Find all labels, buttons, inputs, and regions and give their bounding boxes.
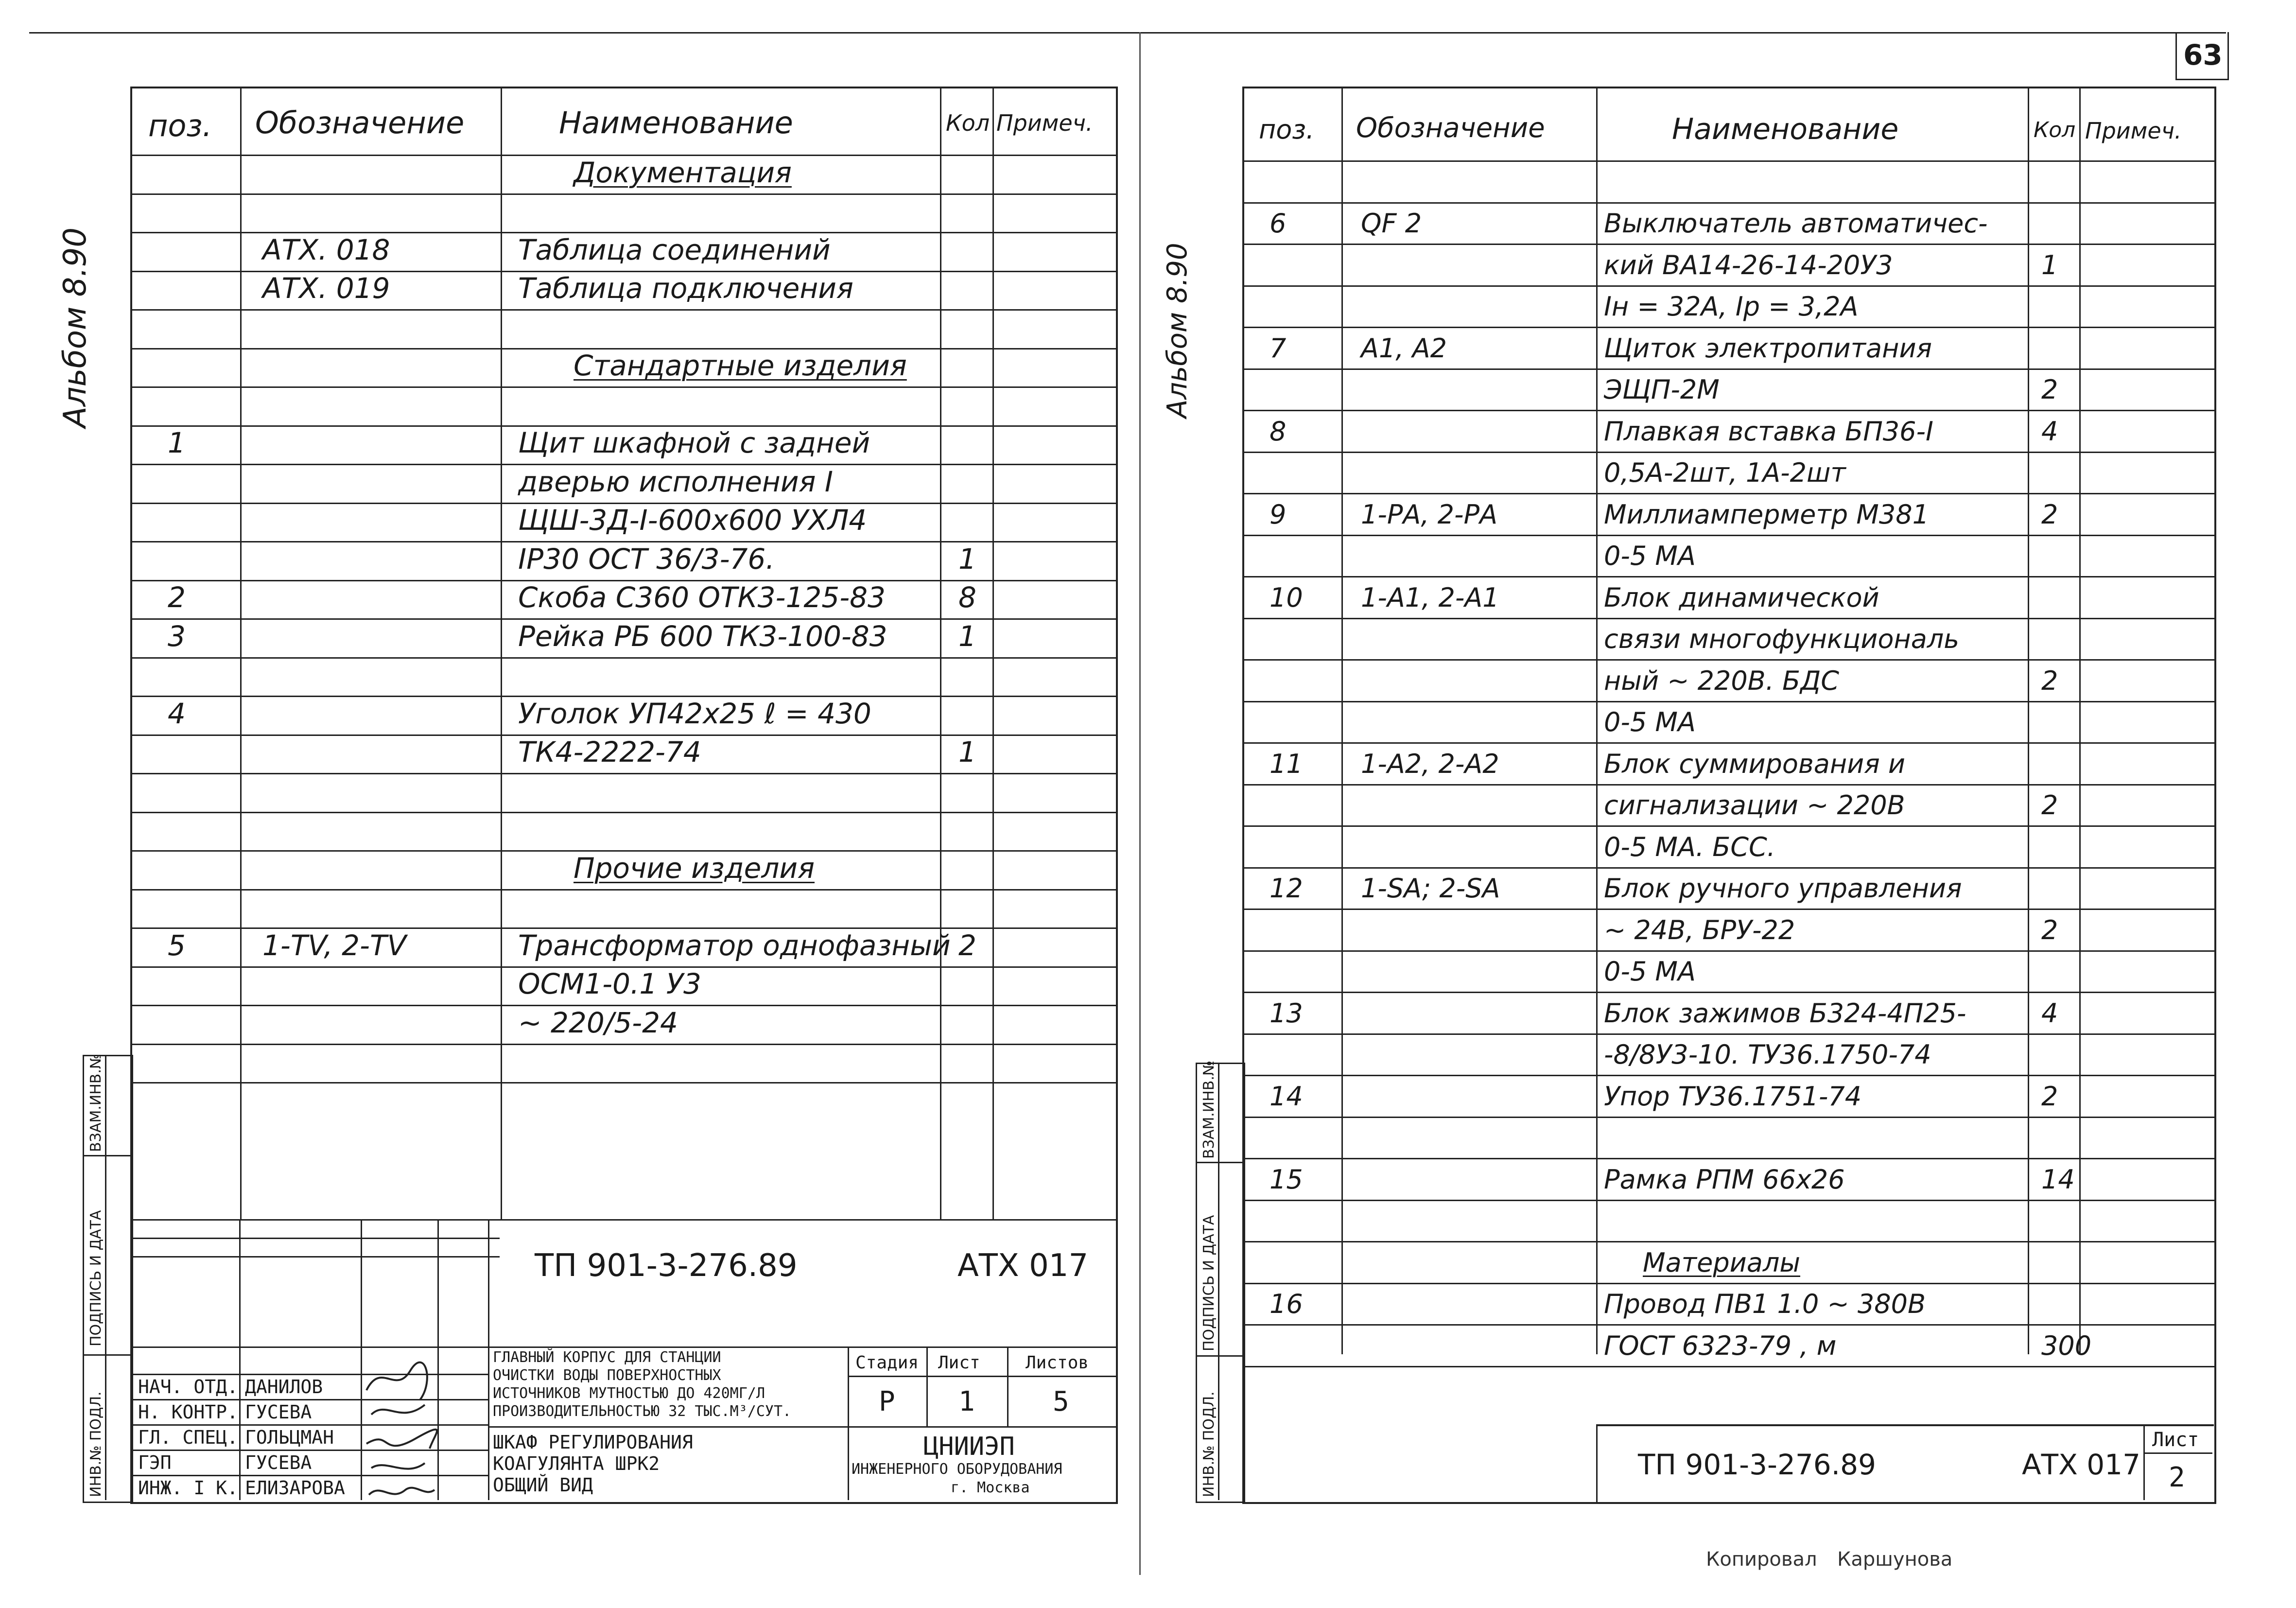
left-tb-v5 [848,1346,849,1500]
cell-name: Рамка РПМ 66х26 [1604,1164,1845,1195]
cell-name: Скоба С360 ОТК3-125-83 [518,581,886,614]
cell-pos: 11 [1270,748,1303,779]
row-line [130,657,1116,659]
row-line [1242,576,2214,577]
row-line [130,889,1116,891]
left-tb-stage-v1 [926,1346,928,1426]
left-tb-sheet-label: Лист [938,1353,980,1373]
row-line [1242,742,2214,744]
row-line [130,1082,1116,1084]
cell-designation: 1-А1, 2-А1 [1361,582,1499,613]
right-tb-sheet-label: Лист [2152,1429,2199,1451]
org-line: г. Москва [951,1479,1030,1496]
cell-pos: 4 [168,697,186,730]
left-tb-title-sep [488,1426,848,1428]
cell-name: дверью исполнения I [518,465,833,498]
row-line [1242,244,2214,245]
cell-name: Блок суммирования и [1604,748,1905,779]
cell-qty: 2 [2041,1081,2058,1112]
cell-name: Iн = 32А, Iр = 3,2А [1604,291,1859,322]
cell-pos: 1 [168,426,186,459]
cell-pos: 2 [168,581,186,614]
footer-name: Каршунова [1837,1548,1953,1571]
right-col-qty: Кол [2034,118,2076,142]
right-side-stamp-inv: ИНВ.№ ПОДЛ. [1200,1391,1218,1497]
cell-qty: 2 [958,928,976,962]
right-side-stamp-vzam: ВЗАМ.ИНВ.№ [1200,1060,1218,1159]
title-line: ИСТОЧНИКОВ МУТНОСТЬЮ ДО 420МГ/Л [493,1385,765,1402]
left-tb-line-2 [130,1238,500,1239]
cell-pos: 7 [1270,332,1287,364]
left-side-stamp-split [105,1055,106,1500]
cell-pos: 6 [1270,208,1287,239]
cell-qty: 2 [2041,499,2058,530]
cell-qty: 300 [2041,1330,2092,1361]
cell-name: Миллиамперметр М381 [1604,499,1929,530]
cell-name: кий ВА14-26-14-20У3 [1604,249,1893,280]
person-name: ГОЛЬЦМАН [245,1427,334,1448]
cell-name: Таблица соединений [518,233,831,266]
left-tb-v1 [239,1219,241,1500]
left-col-sep-1 [240,87,242,1219]
left-side-stamp-vzam: ВЗАМ.ИНВ.№ [87,1053,104,1152]
cell-designation: АТХ. 019 [262,272,390,305]
title-line: ОЧИСТКИ ВОДЫ ПОВЕРХНОСТНЫХ [493,1367,721,1384]
right-tb-code: ТП 901-3-276.89 [1638,1448,1876,1481]
row-line [1242,1200,2214,1201]
subtitle-line: ОБЩИЙ ВИД [493,1474,593,1496]
left-tb-line-4 [130,1346,1116,1348]
cell-name: Щиток электропитания [1604,332,1932,364]
cell-pos: 16 [1270,1289,1303,1319]
cell-name: сигнализации ~ 220В [1604,790,1905,821]
row-line [1242,1033,2214,1035]
org-line: ИНЖЕНЕРНОГО ОБОРУДОВАНИЯ [852,1461,1062,1478]
section-heading: Прочие изделия [574,851,815,885]
row-line [1242,368,2214,370]
footer-copied: Копировал [1706,1548,1817,1571]
row-line [1242,1241,2214,1242]
cell-pos: 15 [1270,1164,1303,1195]
cell-name: 0-5 МА [1604,956,1696,987]
left-col-qty: Кол [946,110,990,136]
left-side-stamp-sep1 [83,1155,130,1156]
person-role: Н. КОНТР. [138,1401,238,1423]
section-heading: Документация [574,156,792,189]
cell-name: Трансформатор однофазный [518,928,951,962]
cell-qty: 1 [2041,249,2058,280]
row-line [1242,659,2214,661]
page-number: 63 [2183,38,2223,71]
left-tb-line-3 [130,1256,500,1258]
row-line [1242,493,2214,494]
person-role: НАЧ. ОТД. [138,1376,238,1398]
cell-name: ГОСТ 6323-79 , м [1604,1330,1837,1361]
cell-pos: 9 [1270,499,1287,530]
cell-name: IР30 ОСТ 36/3-76. [518,542,775,576]
left-col-sep-4 [992,87,994,1219]
right-col-designation: Обозначение [1356,112,1545,144]
person-role: ГЭП [138,1452,172,1473]
signature-scribbles [362,1351,439,1507]
right-side-stamp-split [1218,1063,1219,1500]
left-tb-sheets-label: Листов [1026,1353,1089,1373]
right-col-sep-2 [1596,87,1598,1354]
cell-name: ЩШ-3Д-I-600х600 УХЛ4 [518,504,867,537]
cell-name: Упор ТУ36.1751-74 [1604,1081,1862,1112]
cell-qty: 1 [958,619,976,653]
cell-name: ный ~ 220В. БДС [1604,665,1839,696]
title-line: ГЛАВНЫЙ КОРПУС ДЛЯ СТАНЦИИ [493,1349,721,1366]
cell-qty: 1 [958,735,976,769]
left-col-sep-3 [940,87,941,1219]
person-name: ЕЛИЗАРОВА [245,1477,345,1499]
left-side-stamp-sign: ПОДПИСЬ И ДАТА [87,1210,104,1346]
left-col-note: Примеч. [996,110,1093,136]
left-tb-doc: АТХ 017 [957,1248,1089,1284]
row-line [1242,1075,2214,1076]
cell-name: Рейка РБ 600 ТК3-100-83 [518,619,887,653]
right-album-label: Альбом 8.90 [1162,243,1193,418]
cell-qty: 2 [2041,665,2058,696]
left-tb-code: ТП 901-3-276.89 [535,1248,798,1284]
row-line [1242,410,2214,411]
section-heading: Стандартные изделия [574,349,907,382]
cell-name: 0-5 МА. БСС. [1604,831,1775,862]
cell-name: 0,5А-2шт, 1А-2шт [1604,457,1846,488]
left-side-stamp-inv: ИНВ.№ ПОДЛ. [87,1391,104,1497]
right-tb-sheet-sep [2143,1424,2145,1500]
cell-designation: 1-РА, 2-РА [1361,499,1498,530]
person-name: ДАНИЛОВ [245,1376,323,1398]
cell-name: ТК4-2222-74 [518,735,701,769]
cell-qty: 2 [2041,374,2058,405]
cell-pos: 12 [1270,873,1303,904]
cell-qty: 8 [958,581,976,614]
row-line [130,812,1116,813]
subtitle-line: КОАГУЛЯНТА ШРК2 [493,1453,660,1474]
row-line [130,386,1116,388]
right-tb-sheet-line [2143,1452,2212,1454]
fold-line [1139,32,1141,1575]
left-tb-sheet: 1 [958,1386,975,1417]
cell-name: 0-5 МА [1604,707,1696,737]
left-album-label: Альбом 8.90 [57,227,93,428]
cell-pos: 10 [1270,582,1303,613]
left-col-name: Наименование [559,105,793,140]
cell-pos: 8 [1270,416,1287,447]
cell-name: связи многофункциональ [1604,624,1960,654]
cell-designation: А1, А2 [1361,332,1447,364]
right-tb-sheet: 2 [2169,1462,2185,1493]
row-line [1242,452,2214,453]
left-tb-sheets: 5 [1053,1386,1069,1417]
cell-qty: 4 [2041,416,2058,447]
row-line [130,1044,1116,1045]
cell-designation: АТХ. 018 [262,233,390,266]
cell-name: ОСМ1-0.1 У3 [518,967,701,1000]
row-line [1242,950,2214,952]
right-col-pos: поз. [1259,114,1315,145]
right-col-sep-4 [2079,87,2081,1354]
row-line [1242,1283,2214,1284]
cell-name: ЭЩП-2М [1604,374,1720,405]
cell-name: Блок динамической [1604,582,1879,613]
row-line [1242,784,2214,786]
cell-name: Щит шкафной с задней [518,426,870,459]
cell-qty: 2 [2041,914,2058,945]
cell-qty: 2 [2041,790,2058,821]
left-tb-stage-sep [848,1376,1116,1377]
left-tb-v4 [488,1219,489,1500]
row-line [1242,867,2214,869]
cell-qty: 1 [958,542,976,576]
row-line [1242,701,2214,702]
cell-name: 0-5 МА [1604,541,1696,571]
row-line [1242,327,2214,328]
row-line [130,309,1116,311]
cell-name: Провод ПВ1 1.0 ~ 380В [1604,1289,1926,1319]
person-role: ГЛ. СПЕЦ. [138,1427,238,1448]
row-line [130,773,1116,774]
row-line [1242,618,2214,619]
row-line [1242,202,2214,204]
left-tb-top [130,1219,1116,1221]
cell-name: Уголок УП42х25 ℓ = 430 [518,697,871,730]
cell-qty: 4 [2041,997,2058,1029]
org-line: ЦНИИЭП [923,1432,1015,1461]
cell-name: Выключатель автоматичес- [1604,208,1988,239]
row-line [1242,1366,2214,1367]
left-tb-stage-label: Стадия [855,1353,919,1373]
cell-qty: 14 [2041,1164,2075,1195]
cell-designation: 1-ТV, 2-ТV [262,928,407,962]
right-col-sep-1 [1341,87,1343,1354]
cell-pos: 5 [168,928,186,962]
right-header-line [1242,160,2214,162]
left-tb-stage-sep2 [848,1426,1116,1428]
right-side-stamp-sign: ПОДПИСЬ И ДАТА [1200,1215,1218,1351]
row-line [1242,825,2214,827]
row-line [1242,285,2214,287]
right-col-note: Примеч. [2085,118,2182,144]
person-role: ИНЖ. I К. [138,1477,238,1499]
cell-pos: 3 [168,619,186,653]
row-line [1242,1324,2214,1326]
title-line: ПРОИЗВОДИТЕЛЬНОСТЬЮ 32 ТЫС.М³/СУТ. [493,1403,792,1420]
top-border [29,32,2226,34]
left-side-stamp-sep2 [83,1354,130,1356]
cell-designation: 1-SA; 2-SA [1361,873,1500,904]
section-heading: Материалы [1643,1247,1800,1278]
cell-designation: 1-А2, 2-А2 [1361,748,1499,779]
cell-name: -8/8У3-10. ТУ36.1750-74 [1604,1039,1931,1070]
cell-pos: 14 [1270,1081,1303,1112]
left-tb-stage: Р [879,1386,895,1417]
row-line [130,193,1116,195]
cell-pos: 13 [1270,997,1303,1029]
cell-name: Блок зажимов Б324-4П25- [1604,997,1966,1029]
cell-designation: QF 2 [1361,208,1422,239]
left-col-designation: Обозначение [255,105,465,140]
row-line [1242,1158,2214,1159]
right-col-name: Наименование [1672,112,1899,146]
person-name: ГУСЕВА [245,1452,312,1473]
cell-name: ~ 220/5-24 [518,1006,678,1039]
cell-name: Таблица подключения [518,272,853,305]
row-line [1242,909,2214,910]
person-name: ГУСЕВА [245,1401,312,1423]
cell-name: ~ 24В, БРУ-22 [1604,914,1795,945]
right-col-sep-3 [2028,87,2029,1354]
right-tb-doc: АТХ 017 [2022,1448,2140,1481]
cell-name: Блок ручного управления [1604,873,1962,904]
subtitle-line: ШКАФ РЕГУЛИРОВАНИЯ [493,1432,693,1453]
row-line [1242,992,2214,993]
left-col-pos: поз. [148,108,212,143]
cell-name: Плавкая вставка БП36-I [1604,416,1933,447]
left-tb-stage-v2 [1007,1346,1009,1426]
row-line [1242,535,2214,536]
left-col-sep-2 [501,87,502,1219]
row-line [1242,1117,2214,1118]
